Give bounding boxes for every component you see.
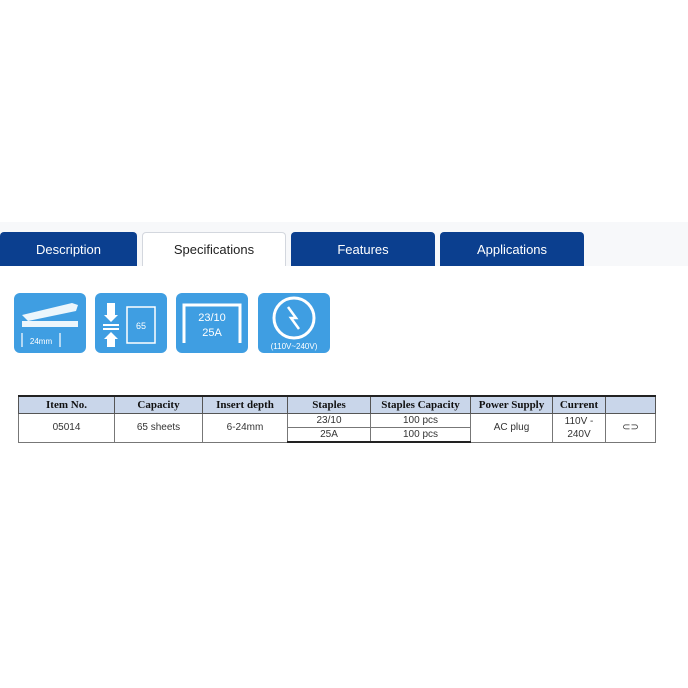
staple-size-icon xyxy=(176,293,248,353)
capacity-icon-label: 65 xyxy=(135,321,147,331)
cell-power-supply: AC plug xyxy=(471,414,553,443)
cell-item-no: 05014 xyxy=(19,414,115,443)
tab-applications-label: Applications xyxy=(476,241,548,257)
tab-description-label: Description xyxy=(35,241,102,257)
header-insert-depth: Insert depth xyxy=(203,396,288,414)
header-staples-capacity: Staples Capacity xyxy=(371,396,471,414)
cell-staples-capacity-1: 100 pcs xyxy=(371,414,471,428)
staple-shape-icon: ⊂⊃ xyxy=(622,422,639,434)
header-power-supply: Power Supply xyxy=(471,396,553,414)
cell-capacity: 65 sheets xyxy=(115,414,203,443)
sheet-capacity-icon xyxy=(95,293,167,353)
tab-features[interactable] xyxy=(291,232,435,266)
power-icon xyxy=(258,293,330,353)
tab-bar xyxy=(0,232,688,266)
cell-staples-2: 25A xyxy=(288,428,371,443)
staple-icon-line2: 25A xyxy=(202,327,222,339)
spec-table xyxy=(18,395,656,443)
header-current: Current xyxy=(553,396,606,414)
depth-icon-label: 24mm xyxy=(29,337,53,346)
tab-applications[interactable] xyxy=(440,232,584,266)
cell-staples-capacity-2: 100 pcs xyxy=(371,428,471,443)
table-row xyxy=(19,414,656,428)
tab-features-label: Features xyxy=(337,241,389,257)
header-staples: Staples xyxy=(288,396,371,414)
tab-description[interactable] xyxy=(0,232,137,266)
header-capacity: Capacity xyxy=(115,396,203,414)
staple-icon-line1: 23/10 xyxy=(198,312,226,324)
header-extra xyxy=(606,396,656,414)
cell-current-text: 110V - 240V xyxy=(564,415,594,440)
header-item-no: Item No. xyxy=(19,396,115,414)
cell-insert-depth: 6-24mm xyxy=(203,414,288,443)
tab-specifications[interactable] xyxy=(142,232,286,266)
power-icon-label: (110V~240V) xyxy=(270,342,318,351)
cell-extra xyxy=(606,414,656,443)
tab-specifications-label: Specifications xyxy=(173,242,255,257)
cell-current xyxy=(553,414,606,443)
stapler-depth-icon xyxy=(14,293,86,353)
cell-staples-1: 23/10 xyxy=(288,414,371,428)
